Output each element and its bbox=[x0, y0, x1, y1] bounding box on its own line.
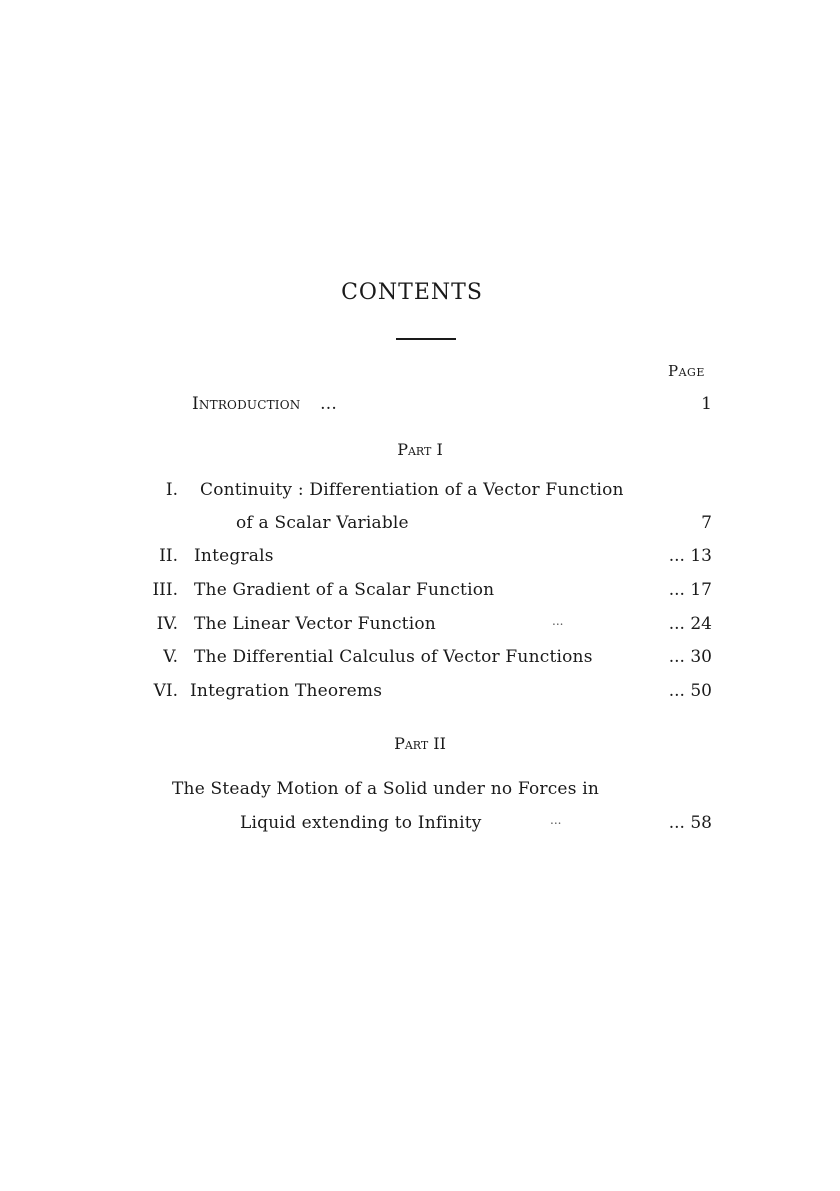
toc-page-number: 7 bbox=[701, 513, 712, 533]
part-heading: Part I bbox=[397, 440, 443, 459]
toc-entry-introduction[interactable] bbox=[192, 394, 337, 414]
toc-entry-label[interactable]: The Steady Motion of a Solid under no Forces in bbox=[172, 779, 600, 799]
toc-dots: ... bbox=[550, 813, 562, 827]
page-title: CONTENTS bbox=[341, 280, 483, 305]
toc-entry-number: I. bbox=[165, 480, 178, 500]
toc-entry-label[interactable]: Integrals bbox=[194, 546, 274, 566]
toc-page-number: ... 13 bbox=[668, 546, 712, 566]
part-heading: Part II bbox=[394, 734, 446, 753]
toc-entry-label-continued[interactable]: Liquid extending to Infinity bbox=[240, 813, 482, 833]
toc-entry-label[interactable]: The Linear Vector Function bbox=[194, 614, 436, 634]
title-rule bbox=[396, 338, 456, 340]
toc-entry-label[interactable]: The Gradient of a Scalar Function bbox=[194, 580, 495, 600]
toc-page-number: ... 50 bbox=[668, 681, 712, 701]
page-column-header: Page bbox=[668, 362, 705, 380]
toc-label: Introduction bbox=[192, 394, 301, 414]
toc-entry-label[interactable]: Continuity : Differentiation of a Vector Function bbox=[200, 480, 624, 500]
toc-page-number: ... 58 bbox=[668, 813, 712, 833]
toc-dots: ... bbox=[320, 394, 337, 414]
toc-page-number: ... 24 bbox=[668, 614, 712, 634]
toc-entry-number: VI. bbox=[153, 681, 178, 701]
toc-entry-number: IV. bbox=[156, 614, 178, 634]
toc-entry-label-continued[interactable]: of a Scalar Variable bbox=[236, 513, 409, 533]
toc-page-number: ... 17 bbox=[668, 580, 712, 600]
toc-entry-label[interactable]: Integration Theorems bbox=[190, 681, 383, 701]
toc-page-number: 1 bbox=[701, 394, 712, 414]
toc-entry-number: II. bbox=[159, 546, 178, 566]
toc-entry-label[interactable]: The Differential Calculus of Vector Functions bbox=[194, 647, 593, 667]
toc-entry-number: V. bbox=[163, 647, 178, 667]
toc-entry-number: III. bbox=[152, 580, 178, 600]
toc-dots: ... bbox=[552, 614, 564, 628]
toc-page-number: ... 30 bbox=[668, 647, 712, 667]
